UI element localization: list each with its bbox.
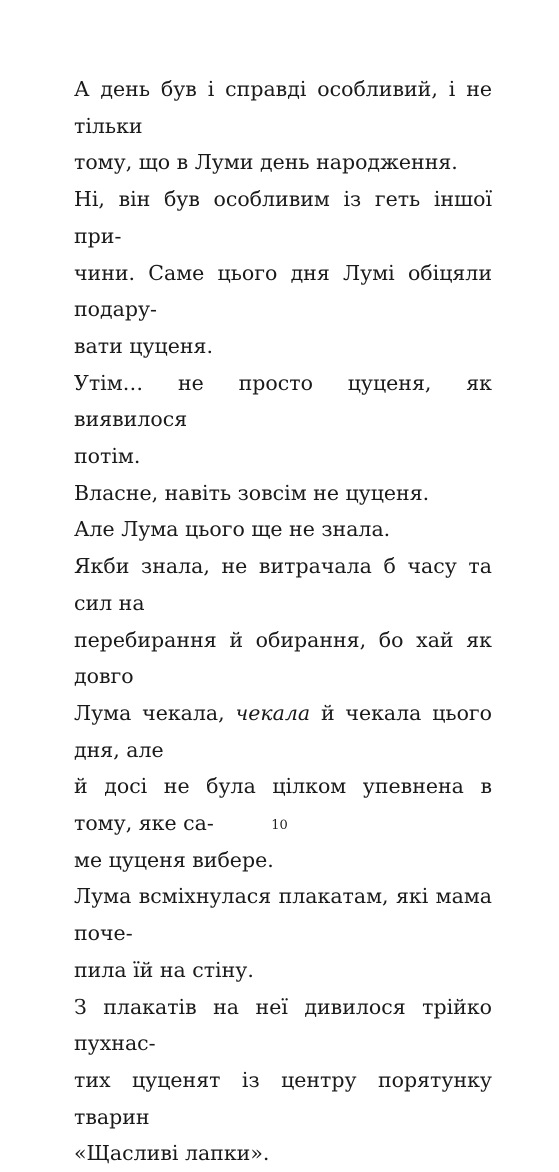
paragraph-7 bbox=[74, 878, 492, 988]
text-line: Власне, навіть зовсім не цуценя. bbox=[74, 480, 430, 505]
text-line: Але Лума цього ще не знала. bbox=[74, 517, 391, 542]
text-line: ме цуценя вибере. bbox=[74, 847, 274, 872]
text-line: тому, що в Луми день народження. bbox=[74, 150, 458, 175]
paragraph-3 bbox=[74, 365, 492, 475]
text-line: Якби знала, не витрачала б часу та сил на bbox=[74, 554, 492, 615]
text-line: Утім… не просто цуценя, як виявилося bbox=[74, 370, 492, 432]
text-line: чини. Саме цього дня Лумі обіцяли подару- bbox=[74, 260, 492, 322]
paragraph-8 bbox=[74, 989, 492, 1172]
story-text bbox=[74, 71, 492, 1172]
text-line: й досі не була цілком упевнена в тому, яке са- bbox=[74, 774, 492, 836]
text-line: А день був і справді особливий, і не тільки bbox=[74, 77, 492, 138]
paragraph-5 bbox=[74, 511, 492, 548]
text-line: перебирання й обирання, бо хай як довго bbox=[74, 627, 492, 689]
text-line: тих цуценят із центру порятунку тварин bbox=[74, 1067, 492, 1129]
text-line: З плакатів на неї дивилося трійко пухнас- bbox=[74, 994, 492, 1056]
page-number: 10 bbox=[271, 818, 288, 833]
text-line: пила їй на стіну. bbox=[74, 957, 254, 982]
paragraph-2 bbox=[74, 181, 492, 365]
text-line-with-emphasis: Лума чекала, чекала й чекала цього дня, але bbox=[74, 700, 492, 762]
text-line: потім. bbox=[74, 444, 141, 469]
text-line: вати цуценя. bbox=[74, 333, 213, 358]
paragraph-1 bbox=[74, 71, 492, 181]
emphasized-word: чекала bbox=[235, 700, 311, 725]
paragraph-4 bbox=[74, 475, 492, 512]
text-line: Ні, він був особливим із геть іншої при- bbox=[74, 187, 492, 248]
text-line: Лума всміхнулася плакатам, які мама поче- bbox=[74, 884, 492, 946]
text-line: «Щасливі лапки». bbox=[74, 1141, 270, 1166]
